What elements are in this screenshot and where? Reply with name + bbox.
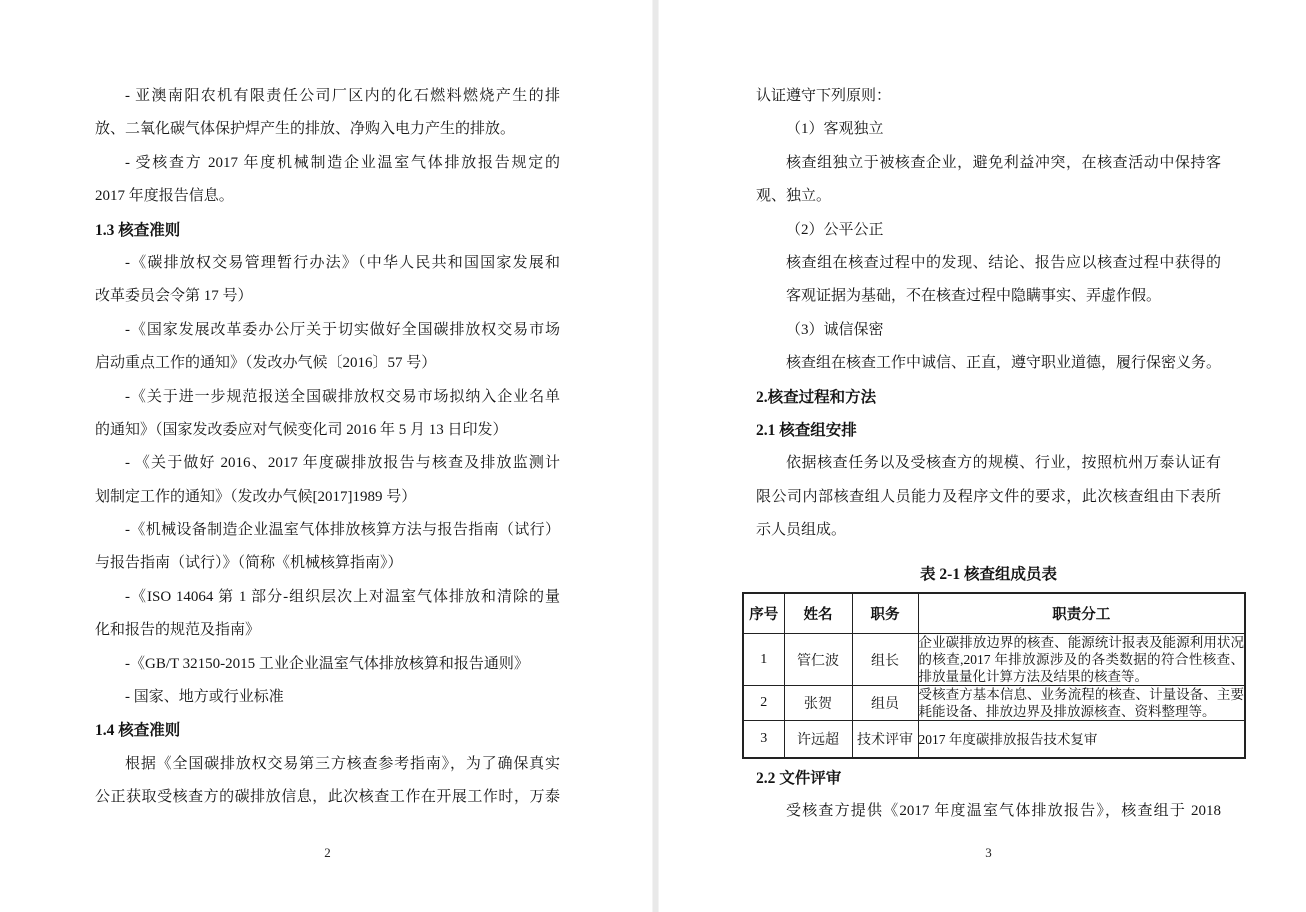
text-line: 根据《全国碳排放权交易第三方核查参考指南》，为了确保真实 (125, 755, 560, 772)
section-heading: 1.3 核查准则 (95, 221, 181, 239)
text-line: 公正获取受核查方的碳排放信息，此次核查工作在开展工作时，万泰 (95, 789, 560, 806)
text-line: -《ISO 14064 第 1 部分-组织层次上对温室气体排放和清除的量 (125, 588, 560, 605)
page-divider (652, 0, 659, 912)
text-line: 核查组在核查工作中诚信、正直，遵守职业道德，履行保密义务。 (786, 355, 1222, 372)
text-line: （2）公平公正 (786, 221, 884, 238)
table-cell: 企业碳排放边界的核查、能源统计报表及能源利用状况的核查,2017 年排放源涉及的各类数据的符合性核查、排放量量化计算方法及结果的核查等。 (918, 635, 1244, 685)
table-cell: 张贺 (784, 686, 852, 721)
text-line: 的通知》（国家发改委应对气候变化司 2016 年 5 月 13 日印发） (95, 421, 508, 438)
page-number: 3 (985, 845, 992, 860)
table-cell: 技术评审 (852, 721, 918, 758)
text-line: （1）客观独立 (786, 121, 884, 138)
table-cell: 组长 (852, 634, 918, 686)
table-cell: 3 (743, 721, 784, 758)
table-cell: 2017 年度碳排放报告技术复审 (918, 721, 1245, 758)
table-cell: 受核查方基本信息、业务流程的核查、计量设备、主要耗能设备、排放边界及排放源核查、资料整理等。 (918, 687, 1244, 720)
text-line: 改革委员会令第 17 号） (95, 288, 253, 305)
table-cell: 许远超 (784, 721, 852, 758)
text-line: 划制定工作的通知》（发改办气候[2017]1989 号） (95, 488, 417, 505)
text-line: 限公司内部核查组人员能力及程序文件的要求，此次核查组由下表所 (756, 488, 1221, 505)
text-line: -《关于进一步规范报送全国碳排放权交易市场拟纳入企业名单 (125, 388, 560, 405)
text-line: - 《关于做好 2016、2017 年度碳排放报告与核查及排放监测计 (125, 455, 560, 472)
section-heading: 2.2 文件评审 (756, 769, 842, 787)
text-line: 观、独立。 (756, 188, 832, 205)
text-line: -《机械设备制造企业温室气体排放核算方法与报告指南（试行） (125, 522, 560, 539)
section-heading: 2.1 核查组安排 (756, 421, 857, 439)
document-page-3 (659, 0, 1306, 912)
verification-team-table (742, 592, 1246, 759)
section-heading: 1.4 核查准则 (95, 722, 181, 740)
text-line: 依据核查任务以及受核查方的规模、行业，按照杭州万泰认证有 (786, 455, 1221, 472)
table-cell: 管仁波 (784, 634, 852, 686)
table-header-cell: 职务 (852, 593, 918, 634)
document-page-2 (0, 0, 652, 912)
page-3-content (659, 0, 1244, 829)
table-cell: 1 (743, 634, 784, 686)
page-2-content (0, 0, 560, 815)
table-row (743, 721, 1245, 758)
text-line: 核查组独立于被核查企业，避免利益冲突，在核查活动中保持客 (786, 154, 1221, 171)
table-header-row (743, 593, 1245, 634)
page-number: 2 (324, 845, 331, 860)
table-row (743, 634, 1245, 686)
text-line: 启动重点工作的通知》（发改办气候〔2016〕57 号） (95, 355, 437, 372)
text-line: 示人员组成。 (756, 522, 847, 539)
text-line: 客观证据为基础，不在核查过程中隐瞒事实、弄虚作假。 (786, 288, 1162, 305)
table-header-cell: 序号 (743, 593, 784, 634)
text-line: （3）诚信保密 (786, 321, 884, 338)
text-line: 化和报告的规范及指南》 (95, 622, 261, 639)
text-line: 与报告指南（试行）》（简称《机械核算指南》） (95, 555, 403, 572)
table-header-cell: 职责分工 (918, 593, 1245, 634)
table-caption: 表 2-1 核查组成员表 (920, 566, 1057, 584)
text-line: 受核查方提供《2017 年度温室气体排放报告》，核查组于 2018 (786, 803, 1221, 820)
text-line: 放、二氧化碳气体保护焊产生的排放、净购入电力产生的排放。 (95, 121, 516, 138)
text-line: 2017 年度报告信息。 (95, 188, 234, 205)
table-cell: 2 (743, 686, 784, 721)
text-line: 认证遵守下列原则： (756, 88, 892, 104)
text-line: - 国家、地方或行业标准 (125, 689, 284, 706)
table-header-cell: 姓名 (784, 593, 852, 634)
text-line: -《GB/T 32150-2015 工业企业温室气体排放核算和报告通则》 (125, 655, 529, 672)
text-line: -《碳排放权交易管理暂行办法》（中华人民共和国国家发展和 (125, 254, 560, 271)
text-line: - 受核查方 2017 年度机械制造企业温室气体排放报告规定的 (125, 154, 560, 171)
text-line: 核查组在核查过程中的发现、结论、报告应以核查过程中获得的 (786, 254, 1221, 271)
text-line: - 亚澳南阳农机有限责任公司厂区内的化石燃料燃烧产生的排 (125, 88, 560, 104)
table-row (743, 686, 1245, 721)
text-line: -《国家发展改革委办公厅关于切实做好全国碳排放权交易市场 (125, 321, 560, 338)
section-heading: 2.核查过程和方法 (756, 388, 877, 406)
table-cell: 组员 (852, 686, 918, 721)
